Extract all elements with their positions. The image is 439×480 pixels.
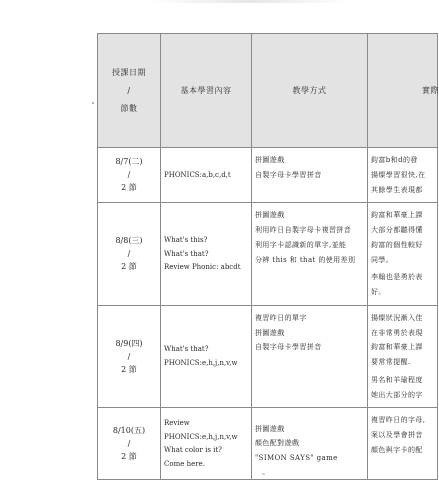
observation-cell <box>368 148 438 203</box>
content-line: Come here. <box>164 460 205 468</box>
lesson-date: 8/9(四) <box>115 338 143 348</box>
content-line: What's that? <box>164 345 209 354</box>
method-line: 拼圖遊戲 <box>255 328 285 337</box>
observation-line: 複習昨日的字母, <box>371 416 426 425</box>
observation-line: 揚燦狀況漸入佳 <box>371 313 423 322</box>
observation-line: 鈞富b和d的發 <box>371 156 418 164</box>
observation-line: 她出大部分的字 <box>371 390 423 399</box>
method-line: 拼圖遊戲 <box>255 211 285 220</box>
table-row <box>98 408 438 480</box>
date-cell <box>98 305 161 408</box>
observation-line: 揚燦學習很快,在 <box>371 170 426 179</box>
method-line: 自製字母卡學習拼音 <box>255 170 322 179</box>
method-line: 利用昨日自製字母卡複習拼音 <box>255 226 352 234</box>
method-line: "SIMON SAYS" game <box>255 454 338 463</box>
date-slash: / <box>127 438 131 448</box>
lesson-schedule-table <box>97 33 438 480</box>
observation-line: 鈞富和華豪上課 <box>371 211 423 220</box>
session-count: 2 節 <box>121 451 137 461</box>
table-row <box>98 305 438 408</box>
lesson-date: 8/7(二) <box>115 157 143 167</box>
method-line: 拼圖遊戲 <box>255 156 285 164</box>
observation-line: 李翰也是勇於表 <box>371 273 423 282</box>
content-line: PHONICS:a,b,c,d,t <box>164 170 231 179</box>
observation-line: 好。 <box>371 288 386 296</box>
content-cell <box>161 203 252 306</box>
content-line: Review Phonic: abcdt <box>164 263 241 272</box>
header-observation: 實際 <box>368 34 438 148</box>
content-line: PHONICS:e,h,j,n,v,w <box>164 432 238 441</box>
date-slash: / <box>127 249 131 258</box>
content-cell <box>161 148 252 203</box>
observation-cell <box>368 305 438 408</box>
method-cell <box>252 305 368 408</box>
observation-line: 要常常提醒. <box>371 358 411 366</box>
lesson-date: 8/8(三) <box>115 236 143 245</box>
date-cell <box>98 148 161 203</box>
method-cell <box>252 203 368 306</box>
table-row <box>98 148 438 203</box>
content-line: What's that? <box>164 249 209 258</box>
observation-line: 其餘學生表現都 <box>371 185 423 194</box>
method-cell <box>252 148 368 203</box>
method-line: 自製字母卡學習拼音 <box>255 343 322 352</box>
method-cell <box>252 408 368 480</box>
lesson-date: 8/10(五) <box>112 425 146 435</box>
observation-line: 鈞富和華豪上課 <box>371 343 423 352</box>
scan-edge-shadow <box>150 0 350 3</box>
table-row <box>98 203 438 306</box>
method-line: 分辨 this 和 that 的使用差別 <box>255 255 356 264</box>
method-line: 拼圖遊戲 <box>255 424 285 433</box>
session-count: 2 節 <box>121 183 137 193</box>
session-count: 2 節 <box>121 364 137 374</box>
header-date-sessions <box>98 34 161 148</box>
observation-cell <box>368 203 438 306</box>
observation-line: 大部分都聽得懂 <box>371 226 423 234</box>
method-line: 顏色配對遊戲 <box>255 439 300 448</box>
header-method: 教學方式 <box>252 34 368 148</box>
header-date-label: 授課日期 <box>112 67 146 77</box>
observation-cell <box>368 408 438 480</box>
content-cell <box>161 408 252 480</box>
observation-line: 案以及學會拼音 <box>371 431 423 439</box>
content-line: What color is it? <box>164 446 222 455</box>
observation-line: 顏色與字卡的配 <box>371 445 423 454</box>
date-slash: / <box>127 170 131 180</box>
content-line: What's this? <box>164 235 208 244</box>
session-count: 2 節 <box>121 262 137 271</box>
header-slash: / <box>127 85 131 95</box>
observation-line: 在非常勇於表現 <box>371 328 423 337</box>
date-cell <box>98 408 161 480</box>
table-header-row <box>98 34 438 148</box>
observation-line: 男名和羊瑜程度 <box>371 375 423 384</box>
header-content: 基本學習內容 <box>161 34 252 148</box>
observation-line: 同學。 <box>371 255 394 264</box>
content-cell <box>161 305 252 408</box>
scan-speck <box>92 102 94 104</box>
date-cell <box>98 203 161 306</box>
date-slash: / <box>127 351 131 361</box>
method-line: 複習昨日的單字 <box>255 313 307 322</box>
header-sessions-label: 節數 <box>120 103 138 113</box>
method-line: 利用字卡認識新的單字,並能 <box>255 240 347 249</box>
content-line: Review <box>164 418 190 427</box>
content-line: PHONICS:e,h,j,n,v,w <box>164 359 238 367</box>
observation-line: 鈞富的個性較好 <box>371 240 423 249</box>
